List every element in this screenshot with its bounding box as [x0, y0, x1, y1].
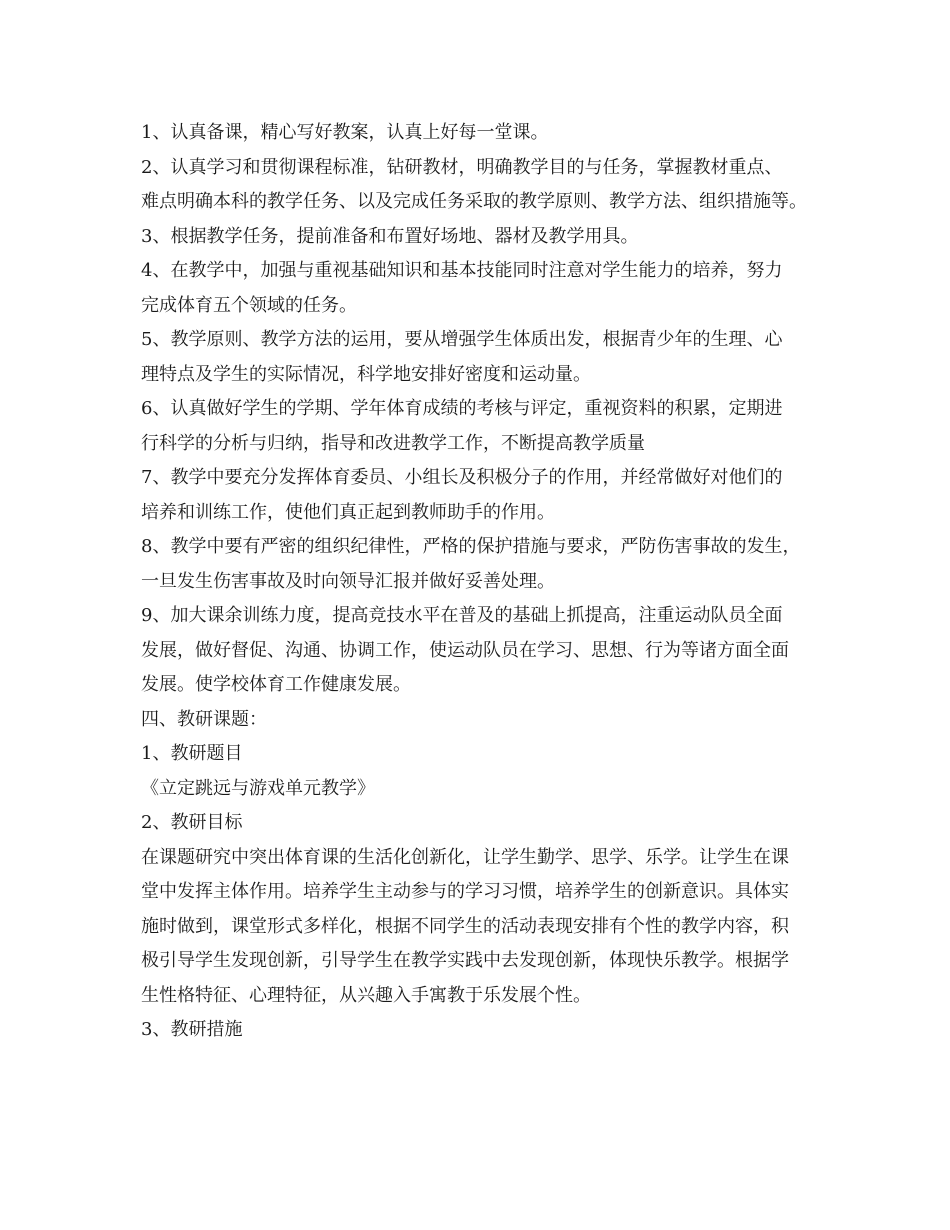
text-line: 6、认真做好学生的学期、学年体育成绩的考核与评定，重视资料的积累，定期进: [141, 398, 783, 419]
text-line: 理特点及学生的实际情况，科学地安排好密度和运动量。: [141, 363, 591, 385]
text-line: 完成体育五个领域的任务。: [141, 294, 357, 316]
text-line: 发展，做好督促、沟通、协调工作，使运动队员在学习、思想、行为等诸方面全面: [141, 639, 789, 661]
subsection-heading: 2、教研目标: [141, 812, 243, 833]
text-line: 1、认真备课，精心写好教案，认真上好每一堂课。: [141, 122, 549, 143]
text-line: 培养和训练工作，使他们真正起到教师助手的作用。: [141, 501, 555, 523]
research-title: 《立定跳远与游戏单元教学》: [141, 777, 375, 799]
subsection-heading: 1、教研题目: [141, 743, 243, 764]
subsection-heading: 3、教研措施: [141, 1019, 243, 1040]
text-line: 4、在教学中，加强与重视基础知识和基本技能同时注意对学生能力的培养，努力: [141, 260, 783, 281]
text-line: 8、教学中要有严密的组织纪律性，严格的保护措施与要求，严防伤害事故的发生，: [141, 536, 801, 557]
text-line: 在课题研究中突出体育课的生活化创新化，让学生勤学、思学、乐学。让学生在课: [141, 846, 789, 868]
text-line: 行科学的分析与归纳，指导和改进教学工作，不断提高教学质量: [141, 432, 645, 454]
text-line: 2、认真学习和贯彻课程标准，钻研教材，明确教学目的与任务，掌握教材重点、: [141, 156, 783, 178]
text-line: 3、根据教学任务，提前准备和布置好场地、器材及教学用具。: [141, 225, 639, 247]
text-line: 施时做到，课堂形式多样化，根据不同学生的活动表现安排有个性的教学内容，积: [141, 915, 789, 937]
section-heading: 四、教研课题：: [141, 708, 267, 730]
text-line: 5、教学原则、教学方法的运用，要从增强学生体质出发，根据青少年的生理、心: [141, 329, 783, 350]
text-line: 生性格特征、心理特征，从兴趣入手寓教于乐发展个性。: [141, 984, 591, 1006]
text-line: 堂中发挥主体作用。培养学生主动参与的学习习惯，培养学生的创新意识。具体实: [141, 881, 789, 902]
document-body: [141, 116, 831, 1048]
text-line: 9、加大课余训练力度，提高竞技水平在普及的基础上抓提高，注重运动队员全面: [141, 605, 783, 626]
text-line: 发展。使学校体育工作健康发展。: [141, 674, 411, 695]
text-line: 难点明确本科的教学任务、以及完成任务采取的教学原则、教学方法、组织措施等。: [141, 191, 807, 212]
text-line: 一旦发生伤害事故及时向领导汇报并做好妥善处理。: [141, 570, 555, 592]
text-line: 7、教学中要充分发挥体育委员、小组长及积极分子的作用，并经常做好对他们的: [141, 467, 783, 488]
text-line: 极引导学生发现创新，引导学生在教学实践中去发现创新，体现快乐教学。根据学: [141, 950, 789, 971]
